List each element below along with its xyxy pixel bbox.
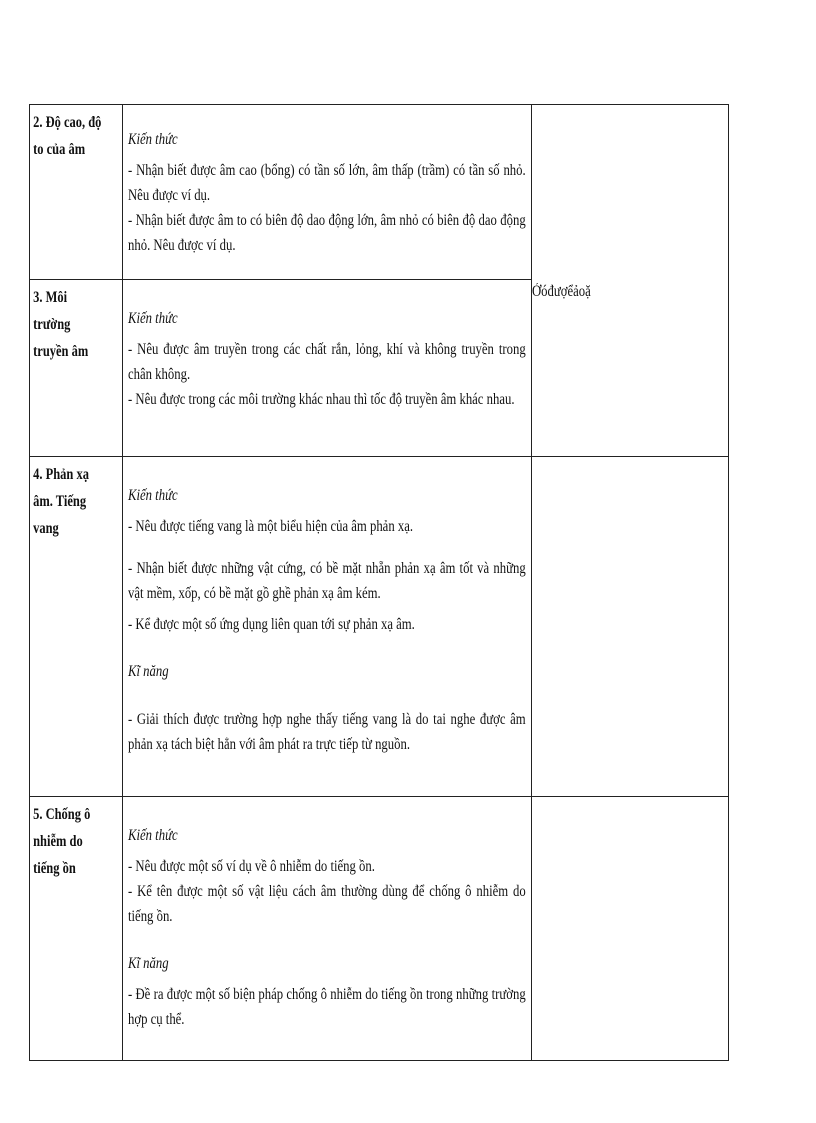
requirement-line: - Nhận biết được âm to có biên độ dao động lớn, âm nhỏ có biên độ dao động nhỏ. Nêu được ví dụ. — [128, 212, 527, 254]
note-cell — [532, 797, 729, 1061]
topic-cell — [30, 280, 123, 457]
topic-title: 5. Chống ô nhiễm do tiếng ồn — [33, 806, 91, 877]
content-table — [29, 104, 729, 1061]
requirement-line: - Kể tên được một số vật liệu cách âm thường dùng để chống ô nhiễm do tiếng ồn. — [128, 883, 527, 925]
note-cell — [532, 457, 729, 797]
table-row — [30, 797, 729, 1061]
requirement-line: - Nêu được một số ví dụ về ô nhiễm do tiếng ồn. — [128, 858, 376, 875]
section-heading-knowledge: Kiến thức — [128, 827, 179, 844]
requirement-line: - Nêu được trong các môi trường khác nhau thì tốc độ truyền âm khác nhau. — [128, 391, 515, 408]
table-row — [30, 105, 729, 280]
section-heading-knowledge: Kiến thức — [128, 131, 179, 148]
section-heading-knowledge: Kiến thức — [128, 487, 179, 504]
requirement-cell — [123, 797, 532, 1061]
section-heading-knowledge: Kiến thức — [128, 310, 179, 327]
table-row — [30, 457, 729, 797]
requirement-cell — [123, 280, 532, 457]
topic-title: 2. Độ cao, độ to của âm — [33, 114, 102, 158]
topic-title: 4. Phản xạ âm. Tiếng vang — [33, 466, 89, 537]
topic-cell — [30, 457, 123, 797]
requirement-line: - Nhận biết được những vật cứng, có bề mặt nhẵn phản xạ âm tốt và những vật mềm, xốp, có bề mặt gồ ghề phản xạ âm kém. — [128, 560, 527, 602]
topic-cell — [30, 105, 123, 280]
requirement-line: - Nêu được tiếng vang là một biểu hiện của âm phản xạ. — [128, 518, 414, 535]
section-heading-skill: Kĩ năng — [128, 663, 170, 680]
note-text: Ởóđượểảoặ — [532, 283, 591, 300]
requirement-line: - Nêu được âm truyền trong các chất rắn, lỏng, khí và không truyền trong chân không. — [128, 341, 527, 383]
requirement-line: - Nhận biết được âm cao (bổng) có tần số lớn, âm thấp (trầm) có tần số nhỏ. Nêu được ví dụ. — [128, 162, 527, 204]
note-cell — [532, 105, 729, 457]
requirement-cell — [123, 105, 532, 280]
requirement-line: - Kể được một số ứng dụng liên quan tới sự phản xạ âm. — [128, 616, 416, 633]
requirement-line: - Giải thích được trường hợp nghe thấy tiếng vang là do tai nghe được âm phản xạ tách biệt hẳn với âm phát ra trực tiếp từ nguồn. — [128, 711, 527, 753]
requirement-line: - Đề ra được một số biện pháp chống ô nhiễm do tiếng ồn trong những trường hợp cụ thể. — [128, 986, 527, 1028]
section-heading-skill: Kĩ năng — [128, 955, 170, 972]
topic-cell — [30, 797, 123, 1061]
requirement-cell — [123, 457, 532, 797]
topic-title: 3. Môi trường truyền âm — [33, 289, 89, 360]
